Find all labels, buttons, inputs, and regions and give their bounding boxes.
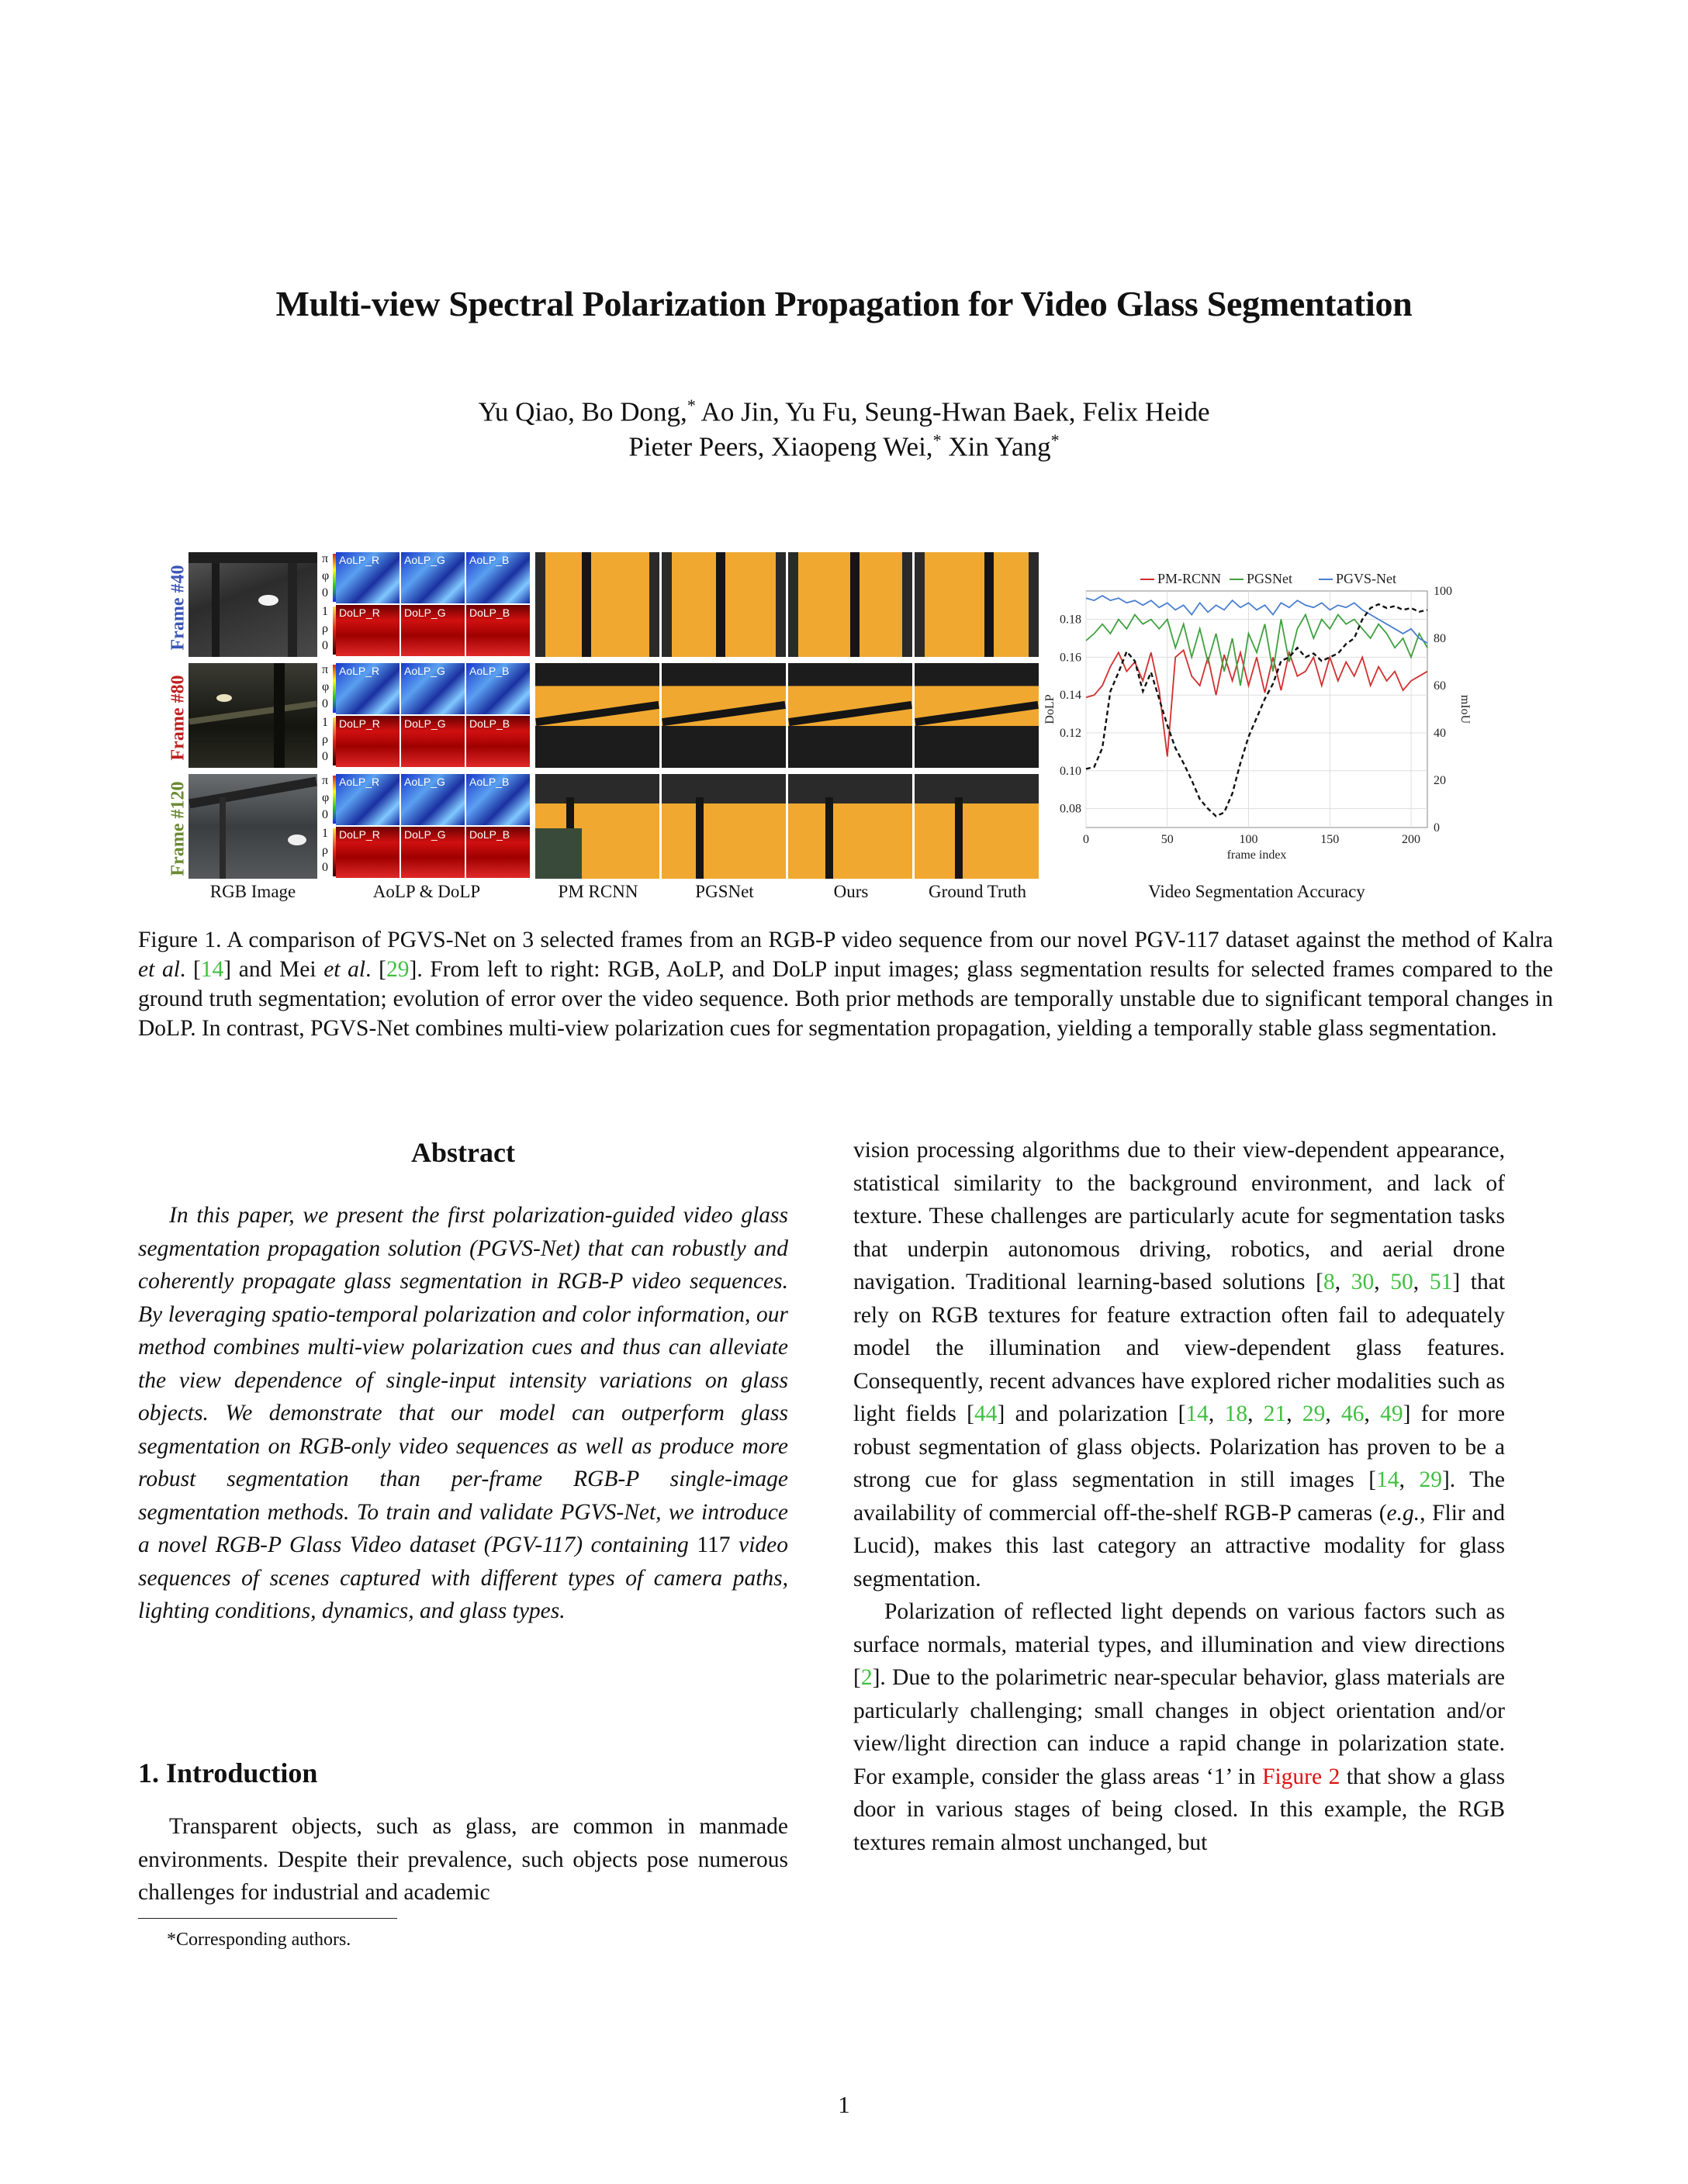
- paragraph-text: ] for more robust segmentation of glass objects. Polarization has proven to be a strong cue for glass segmentation in still images [: [853, 1401, 1505, 1492]
- abstract-body: [138, 1199, 788, 1628]
- col-label-rgb: RGB Image: [209, 882, 296, 901]
- corresponding-mark: *: [932, 430, 942, 450]
- dolp-scale-label: 0: [322, 750, 328, 763]
- citation-link[interactable]: 14: [1185, 1401, 1209, 1426]
- aolp-tile: [466, 663, 530, 714]
- caption-text: Figure 1. A comparison of PGVS-Net on 3 selected frames from an RGB-P video sequence from our novel PGV-117 dataset against the method of Kalra: [138, 928, 1553, 952]
- video-segmentation-accuracy-chart: [1039, 558, 1474, 884]
- seg-ours-frame-40: [788, 552, 912, 657]
- y-right-tick-label: 100: [1434, 585, 1452, 598]
- seg-pmrcnn-frame-40: [535, 552, 659, 657]
- seg-pgsnet-frame-80: [662, 663, 786, 768]
- seg-pgsnet-frame-40: [662, 552, 786, 657]
- frame-bar: [850, 552, 860, 657]
- rgb-image-frame-120: [189, 774, 317, 879]
- x-tick-label: 50: [1160, 833, 1174, 846]
- frame-bar: [662, 701, 786, 726]
- aolp-tile: [336, 552, 400, 603]
- aolp-scale-label: 0: [322, 697, 328, 710]
- aolp-tile: [336, 774, 400, 825]
- series-line-dolp: [1086, 604, 1427, 816]
- caption-text: ] and Mei: [223, 957, 316, 982]
- citation-link[interactable]: 29: [1302, 1401, 1326, 1426]
- row-label-frame-80: Frame #80: [168, 675, 189, 761]
- rgb-image-frame-80: [189, 663, 317, 768]
- y-right-tick-label: 0: [1434, 821, 1440, 835]
- dolp-tile: [401, 716, 465, 767]
- dolp-tile-label: DoLP_G: [404, 828, 446, 841]
- paragraph-text: ] and polarization [: [997, 1401, 1186, 1426]
- dolp-scale-label: 1: [322, 716, 328, 729]
- y-right-tick-label: 80: [1434, 632, 1446, 645]
- dolp-scale-label: 0: [322, 639, 328, 652]
- figure-reference-link[interactable]: Figure 2: [1262, 1764, 1340, 1789]
- dolp-tile: [466, 827, 530, 878]
- y-left-tick-label: 0.16: [1060, 651, 1081, 665]
- dolp-tile-label: DoLP_B: [469, 828, 510, 841]
- seg-ground-truth-frame-40: [915, 552, 1039, 657]
- dolp-scale-label: ρ: [322, 622, 328, 635]
- abstract-text: In this paper, we present the first polarization-guided video glass segmentation propagation solution (PGVS-Net) that can robustly and coherently propagate glass segmentation in RGB-P video sequences. By leveraging spatio-temporal polarization and color information, our method combines multi-view polarization cues and thus can alleviate the view dependence of single-input intensity variations on glass objects. We demonstrate that our model can outperform glass segmentation on RGB-only video sequences as well as produce more robust segmentation than per-frame RGB-P single-image segmentation methods. To train and validate PGVS-Net, we introduce a novel RGB-P Glass Video dataset (PGV-117) containing: [138, 1203, 788, 1557]
- paragraph-text: vision processing algorithms due to their view-dependent appearance, statistical similarity to the background environment, and lack of texture. These challenges are particularly acute for segmentation tasks that underpin autonomous driving, robotics, and aerial drone navigation. Traditional learning-based solutions [: [853, 1138, 1505, 1294]
- right-column-body: [853, 1134, 1505, 1859]
- frame-bar: [582, 552, 591, 657]
- citation-link[interactable]: 18: [1224, 1401, 1248, 1426]
- dolp-tile-label: DoLP_G: [404, 606, 446, 619]
- series-line-pgsnet: [1086, 615, 1427, 686]
- dolp-tile-label: DoLP_B: [469, 717, 510, 730]
- y-left-tick-label: 0.12: [1060, 727, 1081, 740]
- citation-link[interactable]: 2: [860, 1665, 873, 1690]
- segmentation-error-region: [535, 828, 582, 879]
- caption-text: . [: [179, 957, 201, 982]
- citation-link[interactable]: 46: [1340, 1401, 1365, 1426]
- dolp-scale-label: ρ: [322, 844, 328, 857]
- x-tick-label: 100: [1239, 833, 1258, 846]
- dolp-tile-label: DoLP_B: [469, 606, 510, 619]
- paper-title: Multi-view Spectral Polarization Propagation for Video Glass Segmentation: [275, 284, 1413, 323]
- authors-part: Yu Qiao, Bo Dong,: [478, 396, 687, 427]
- seg-pmrcnn-frame-120: [535, 774, 659, 879]
- footnote: *Corresponding authors.: [167, 1930, 351, 1950]
- frame-bar: [825, 797, 833, 879]
- dolp-scale-label: 1: [322, 605, 328, 618]
- x-tick-label: 0: [1083, 833, 1089, 846]
- dolp-tile: [336, 827, 400, 878]
- figure-1-caption: [138, 925, 1553, 1043]
- dolp-scale-label: 1: [322, 827, 328, 840]
- rgb-image-frame-40: [189, 552, 317, 657]
- author-line-2: [0, 430, 1688, 463]
- authors-part: Ao Jin, Yu Fu, Seung-Hwan Baek, Felix Heide: [695, 396, 1210, 427]
- y-right-tick-label: 20: [1434, 774, 1446, 787]
- col-label-pgsnet: PGSNet: [695, 882, 754, 901]
- dolp-tile: [466, 605, 530, 656]
- aolp-tile: [466, 552, 530, 603]
- caption-etal: et al: [138, 957, 180, 982]
- abstract-number: 117: [697, 1533, 731, 1557]
- author-line-1: [0, 396, 1688, 428]
- row-label-frame-40: Frame #40: [168, 565, 189, 651]
- authors-part: Xin Yang: [941, 431, 1051, 462]
- dolp-tile: [336, 716, 400, 767]
- x-tick-label: 200: [1402, 833, 1421, 846]
- aolp-scale-label: 0: [322, 808, 328, 821]
- frame-bar: [716, 552, 725, 657]
- aolp-scale-label: π: [322, 774, 329, 787]
- aolp-scale-label: π: [322, 552, 329, 565]
- seg-ground-truth-frame-80: [915, 663, 1039, 768]
- frame-bar: [915, 701, 1039, 726]
- aolp-scale-label: φ: [322, 569, 330, 582]
- seg-ours-frame-120: [788, 774, 912, 879]
- caption-text: . [: [365, 957, 386, 982]
- aolp-tile-label: AoLP_B: [469, 554, 510, 566]
- dolp-tile: [336, 605, 400, 656]
- y-left-tick-label: 0.18: [1060, 613, 1081, 627]
- seg-ours-frame-80: [788, 663, 912, 768]
- authors-part: Pieter Peers, Xiaopeng Wei,: [628, 431, 933, 462]
- y-left-tick-label: 0.10: [1060, 764, 1081, 778]
- aolp-scale-label: φ: [322, 680, 330, 693]
- col-label-pmrcnn: PM RCNN: [558, 882, 638, 901]
- aolp-scale-label: 0: [322, 586, 328, 600]
- dolp-tile: [401, 827, 465, 878]
- frame-bar: [788, 701, 912, 726]
- introduction-body: Transparent objects, such as glass, are common in manmade environments. Despite their prevalence, such objects pose numerous challenges for industrial and academic: [138, 1814, 788, 1905]
- citation-link[interactable]: 14: [1376, 1467, 1399, 1492]
- y-left-tick-label: 0.08: [1060, 802, 1081, 816]
- aolp-scale-label: φ: [322, 791, 330, 804]
- legend-label: PM-RCNN: [1157, 571, 1222, 586]
- aolp-tile-label: AoLP_B: [469, 665, 510, 677]
- seg-pgsnet-frame-120: [662, 774, 786, 879]
- footnote-rule: [138, 1918, 397, 1919]
- citation-link[interactable]: 21: [1263, 1401, 1287, 1426]
- legend-label: PGVS-Net: [1336, 571, 1397, 586]
- y-right-tick-label: 60: [1434, 679, 1446, 693]
- frame-bar: [535, 701, 659, 726]
- col-label-ground-truth: Ground Truth: [929, 882, 1026, 901]
- aolp-tile-label: AoLP_R: [339, 776, 380, 788]
- row-label-frame-120: Frame #120: [168, 781, 189, 876]
- citation-link[interactable]: 49: [1380, 1401, 1403, 1426]
- abstract-text: video sequences of scenes captured with different types of camera paths, lighting conditions, dynamics, and glass types.: [138, 1533, 789, 1623]
- citation-link[interactable]: 51: [1429, 1270, 1453, 1294]
- corresponding-mark: *: [1050, 430, 1060, 450]
- citation-link[interactable]: 8: [1323, 1270, 1335, 1294]
- paragraph: vision processing algorithms due to their view-dependent appearance, statistical similarity to the background environment, and lack of texture. These challenges are particularly acute for segmentation tasks that underpin autonomous driving, robotics, and aerial drone navigation. Traditional learning-based solutions [8, 30, 50, 51] that rely on RGB textures for feature extraction often fail to adequately model the illumination and view-dependent glass features. Consequently, recent advances have explored richer modalities such as light fields [44] and polarization [14, 18, 21, 29, 46, 49] for more robust segmentation of glass objects. Polarization has proven to be a strong cue for glass segmentation in still images [14, 29]. The availability of commercial off-the-shelf RGB-P cameras (e.g., Flir and Lucid), makes this last category an attractive modality for glass segmentation.: [853, 1138, 1506, 1591]
- dolp-tile: [466, 716, 530, 767]
- x-axis-label: frame index: [1226, 848, 1287, 862]
- col-label-ours: Ours: [833, 882, 869, 901]
- aolp-tile: [336, 663, 400, 714]
- paragraph-text: ] that rely on RGB textures for feature extraction often fail to adequately model the illumination and view-dependent glass features. Consequently, recent advances have explored richer modalities such as light fields [: [853, 1270, 1506, 1426]
- frame-bar: [696, 797, 704, 879]
- eg-text: e.g.: [1386, 1500, 1420, 1526]
- paragraph: [853, 1595, 1505, 1859]
- legend-label: PGSNet: [1247, 571, 1293, 586]
- dolp-tile-label: DoLP_R: [339, 606, 380, 619]
- citation-link[interactable]: 30: [1351, 1270, 1375, 1294]
- aolp-tile-label: AoLP_B: [469, 776, 510, 788]
- frame-bar: [955, 797, 963, 879]
- paragraph-text: , Flir and Lucid), makes this last category an attractive modality for glass segmentation.: [853, 1500, 1505, 1591]
- citation-link[interactable]: 29: [386, 957, 410, 982]
- aolp-tile: [401, 552, 465, 603]
- aolp-tile: [401, 774, 465, 825]
- dolp-tile-label: DoLP_G: [404, 717, 446, 730]
- aolp-tile-label: AoLP_G: [404, 554, 445, 566]
- paragraph-text: Polarization of reflected light depends on various factors such as surface normals, material types, and illumination and view directions [: [853, 1599, 1505, 1690]
- citation-link[interactable]: 29: [1419, 1467, 1442, 1492]
- paragraph-text: ]. The availability of commercial off-the-shelf RGB-P cameras (: [853, 1467, 1505, 1526]
- y-left-axis-label: DoLP: [1043, 694, 1057, 724]
- y-left-tick-label: 0.14: [1060, 689, 1081, 703]
- aolp-tile: [401, 663, 465, 714]
- dolp-scale-label: ρ: [322, 733, 328, 746]
- y-right-axis-label: mIoU: [1458, 694, 1472, 724]
- seg-pmrcnn-frame-80: [535, 663, 659, 768]
- plot-area: [1086, 591, 1427, 828]
- series-line-pm-rcnn: [1086, 650, 1427, 756]
- citation-link[interactable]: 14: [200, 957, 224, 982]
- seg-ground-truth-frame-120: [915, 774, 1039, 879]
- caption-text: ]. From left to right: RGB, AoLP, and DoLP input images; glass segmentation results for selected frames compared to the ground truth segmentation; evolution of error over the video sequence. Both prior methods are temporally unstable due to significant temporal changes in DoLP. In contrast, PGVS-Net combines multi-view polarization cues for segmentation propagation, yielding a temporally stable glass segmentation.: [138, 957, 1554, 1041]
- aolp-tile: [466, 774, 530, 825]
- abstract-heading: Abstract: [411, 1137, 515, 1168]
- col-label-aolp-dolp: AoLP & DoLP: [372, 882, 481, 901]
- aolp-scale-label: π: [322, 663, 329, 676]
- citation-link[interactable]: 50: [1390, 1270, 1413, 1294]
- dolp-tile-label: DoLP_R: [339, 828, 380, 841]
- aolp-tile-label: AoLP_R: [339, 554, 380, 566]
- frame-bar: [984, 552, 994, 657]
- page-number: 1: [838, 2091, 850, 2118]
- dolp-tile: [401, 605, 465, 656]
- col-label-video-accuracy: Video Segmentation Accuracy: [1148, 882, 1365, 901]
- y-right-tick-label: 40: [1434, 727, 1446, 740]
- dolp-tile-label: DoLP_R: [339, 717, 380, 730]
- corresponding-mark: *: [687, 396, 696, 415]
- aolp-tile-label: AoLP_G: [404, 776, 445, 788]
- introduction-heading: 1. Introduction: [138, 1757, 318, 1788]
- caption-etal: et al: [323, 957, 366, 982]
- aolp-tile-label: AoLP_R: [339, 665, 380, 677]
- paragraph-text: ]. Due to the polarimetric near-specular behavior, glass materials are particularly challenging; small changes in object orientation and/or view/light direction can induce a rapid change in polarization state. For example, consider the glass areas ‘1’ in: [853, 1665, 1505, 1789]
- paragraph-text: that show a glass door in various stages of being closed. In this example, the RGB textures remain almost unchanged, but: [853, 1764, 1505, 1855]
- citation-link[interactable]: 44: [974, 1401, 998, 1426]
- aolp-tile-label: AoLP_G: [404, 665, 445, 677]
- dolp-scale-label: 0: [322, 861, 328, 874]
- x-tick-label: 150: [1320, 833, 1340, 846]
